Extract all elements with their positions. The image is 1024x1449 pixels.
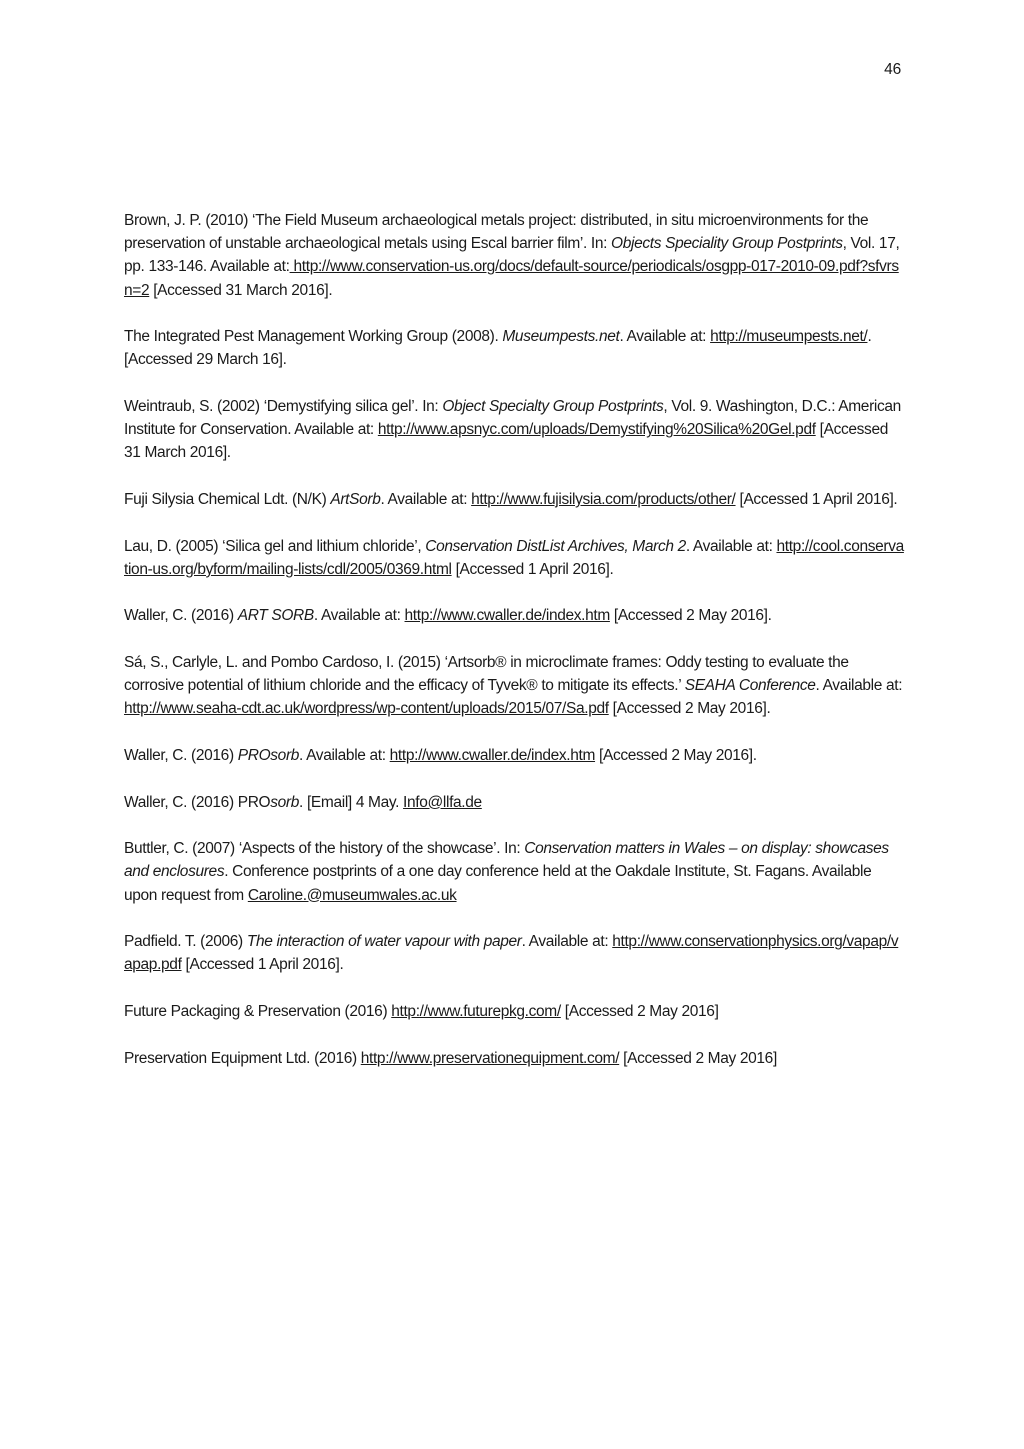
reference-text: . Available at: — [521, 933, 613, 951]
reference-item — [124, 651, 904, 721]
reference-item — [124, 535, 904, 581]
reference-accessed: [Accessed 1 April 2016]. — [451, 560, 614, 578]
reference-text: Future Packaging & Preservation (2016) — [124, 1002, 392, 1020]
reference-link[interactable]: http://www.preservationequipment.com/ — [360, 1049, 620, 1067]
reference-text: Padfield. T. (2006) — [124, 933, 247, 951]
reference-title: The interaction of water vapour with paper — [246, 933, 522, 951]
reference-item — [124, 209, 904, 302]
reference-text: Waller, C. (2016) PRO — [124, 793, 271, 811]
reference-text: Fuji Silysia Chemical Ldt. (N/K) — [124, 491, 331, 508]
reference-text: Sá, S., Carlyle, L. and Pombo Cardoso, I. (2015) ‘Artsorb® in microclimate frames: Oddy testing to evaluate the corrosive potential of lithium chloride and the efficacy of Tyvek® to mitigate its effects.’ — [124, 653, 849, 695]
reference-item — [124, 325, 904, 371]
reference-link[interactable]: http://www.cwaller.de/index.htm — [404, 607, 610, 625]
reference-title: Museumpests.net — [502, 328, 620, 346]
reference-list — [124, 209, 904, 1093]
reference-accessed: [Accessed 1 April 2016]. — [181, 956, 344, 974]
reference-item — [124, 604, 904, 627]
reference-accessed: [Accessed 2 May 2016]. — [608, 700, 771, 718]
reference-email-link[interactable]: Caroline.@museumwales.ac.uk — [247, 886, 457, 904]
reference-text: Buttler, C. (2007) ‘Aspects of the history of the showcase’. In: — [124, 840, 525, 858]
reference-text: Weintraub, S. (2002) ‘Demystifying silica gel’. In: — [124, 398, 443, 415]
reference-text: . Conference postprints of a one day conference held at the Oakdale Institute, St. Fagans. Available upon request from — [124, 863, 872, 904]
reference-text: Brown, J. P. (2010) ‘The Field Museum archaeological metals project: distributed, in situ microenvironments for the preservation of unstable archaeological metals using Escal barrier film’. In: — [124, 212, 869, 253]
reference-link[interactable]: http://www.cwaller.de/index.htm — [389, 746, 596, 764]
reference-title: sorb — [270, 793, 300, 811]
reference-text: Waller, C. (2016) — [124, 607, 238, 625]
reference-text: . Available at: — [685, 537, 777, 555]
reference-title: ART SORB — [237, 607, 314, 625]
reference-email-link[interactable]: Info@llfa.de — [403, 793, 482, 811]
reference-link[interactable]: http://www.fujisilysia.com/products/other/ — [471, 491, 736, 508]
reference-item — [124, 488, 904, 511]
reference-text: , Vol. 17, pp. 133-146. Available at: — [124, 235, 900, 276]
reference-item — [124, 744, 904, 767]
reference-accessed: [Accessed 31 March 2016]. — [124, 421, 888, 462]
reference-link[interactable]: http://museumpests.net/ — [710, 328, 868, 346]
reference-link[interactable]: http://www.seaha-cdt.ac.uk/wordpress/wp-content/uploads/2015/07/Sa.pdf — [124, 700, 609, 718]
reference-item — [124, 791, 904, 814]
reference-item — [124, 837, 904, 907]
reference-title: Object Specialty Group Postprints — [442, 398, 664, 415]
reference-text: The Integrated Pest Management Working Group (2008). — [124, 328, 503, 346]
reference-link[interactable]: http://www.apsnyc.com/uploads/Demystifying%20Silica%20Gel.pdf — [377, 421, 816, 439]
reference-accessed: [Accessed 2 May 2016]. — [609, 607, 772, 625]
reference-accessed: [Accessed 2 May 2016] — [560, 1002, 719, 1020]
reference-text: . Available at: — [299, 746, 390, 764]
reference-item — [124, 395, 904, 465]
page-number: 46 — [884, 61, 901, 78]
reference-text: . [Email] 4 May. — [299, 793, 404, 811]
reference-text: . Available at: — [380, 491, 472, 508]
reference-title: PROsorb — [237, 746, 300, 764]
reference-accessed: [Accessed 1 April 2016]. — [735, 491, 898, 508]
reference-link[interactable]: http://www.futurepkg.com/ — [391, 1002, 561, 1020]
reference-text: Lau, D. (2005) ‘Silica gel and lithium chloride’, — [124, 537, 426, 555]
reference-title: Conservation DistList Archives, March 2 — [425, 537, 686, 555]
reference-link[interactable]: http://www.conservationphysics.org/vapap/vapap.pdf — [124, 933, 899, 974]
reference-link[interactable]: http://cool.conservation-us.org/byform/mailing-lists/cdl/2005/0369.html — [124, 537, 904, 578]
reference-accessed: [Accessed 31 March 2016]. — [149, 281, 333, 299]
reference-title: SEAHA Conference — [684, 677, 816, 695]
reference-title: Objects Speciality Group Postprints — [611, 235, 843, 253]
reference-item — [124, 930, 904, 976]
reference-text: . Available at: — [313, 607, 405, 625]
reference-text: . Available at: — [815, 677, 903, 695]
reference-title: ArtSorb — [330, 491, 381, 508]
reference-text: . Available at: — [619, 328, 711, 346]
reference-text: Waller, C. (2016) — [124, 746, 238, 764]
reference-accessed: [Accessed 2 May 2016]. — [595, 746, 757, 764]
reference-text: Preservation Equipment Ltd. (2016) — [124, 1049, 361, 1067]
reference-title: Conservation matters in Wales – on display: showcases and enclosures — [124, 840, 889, 881]
reference-accessed: . [Accessed 29 March 16]. — [124, 328, 872, 369]
reference-link[interactable]: http://www.conservation-us.org/docs/default-source/periodicals/osgpp-017-2010-09.pdf?sfvrsn=2 — [124, 258, 899, 299]
reference-accessed: [Accessed 2 May 2016] — [619, 1049, 777, 1067]
reference-text: , Vol. 9. Washington, D.C.: American Institute for Conservation. Available at: — [124, 398, 901, 439]
reference-item — [124, 1047, 904, 1070]
reference-item — [124, 1000, 904, 1023]
